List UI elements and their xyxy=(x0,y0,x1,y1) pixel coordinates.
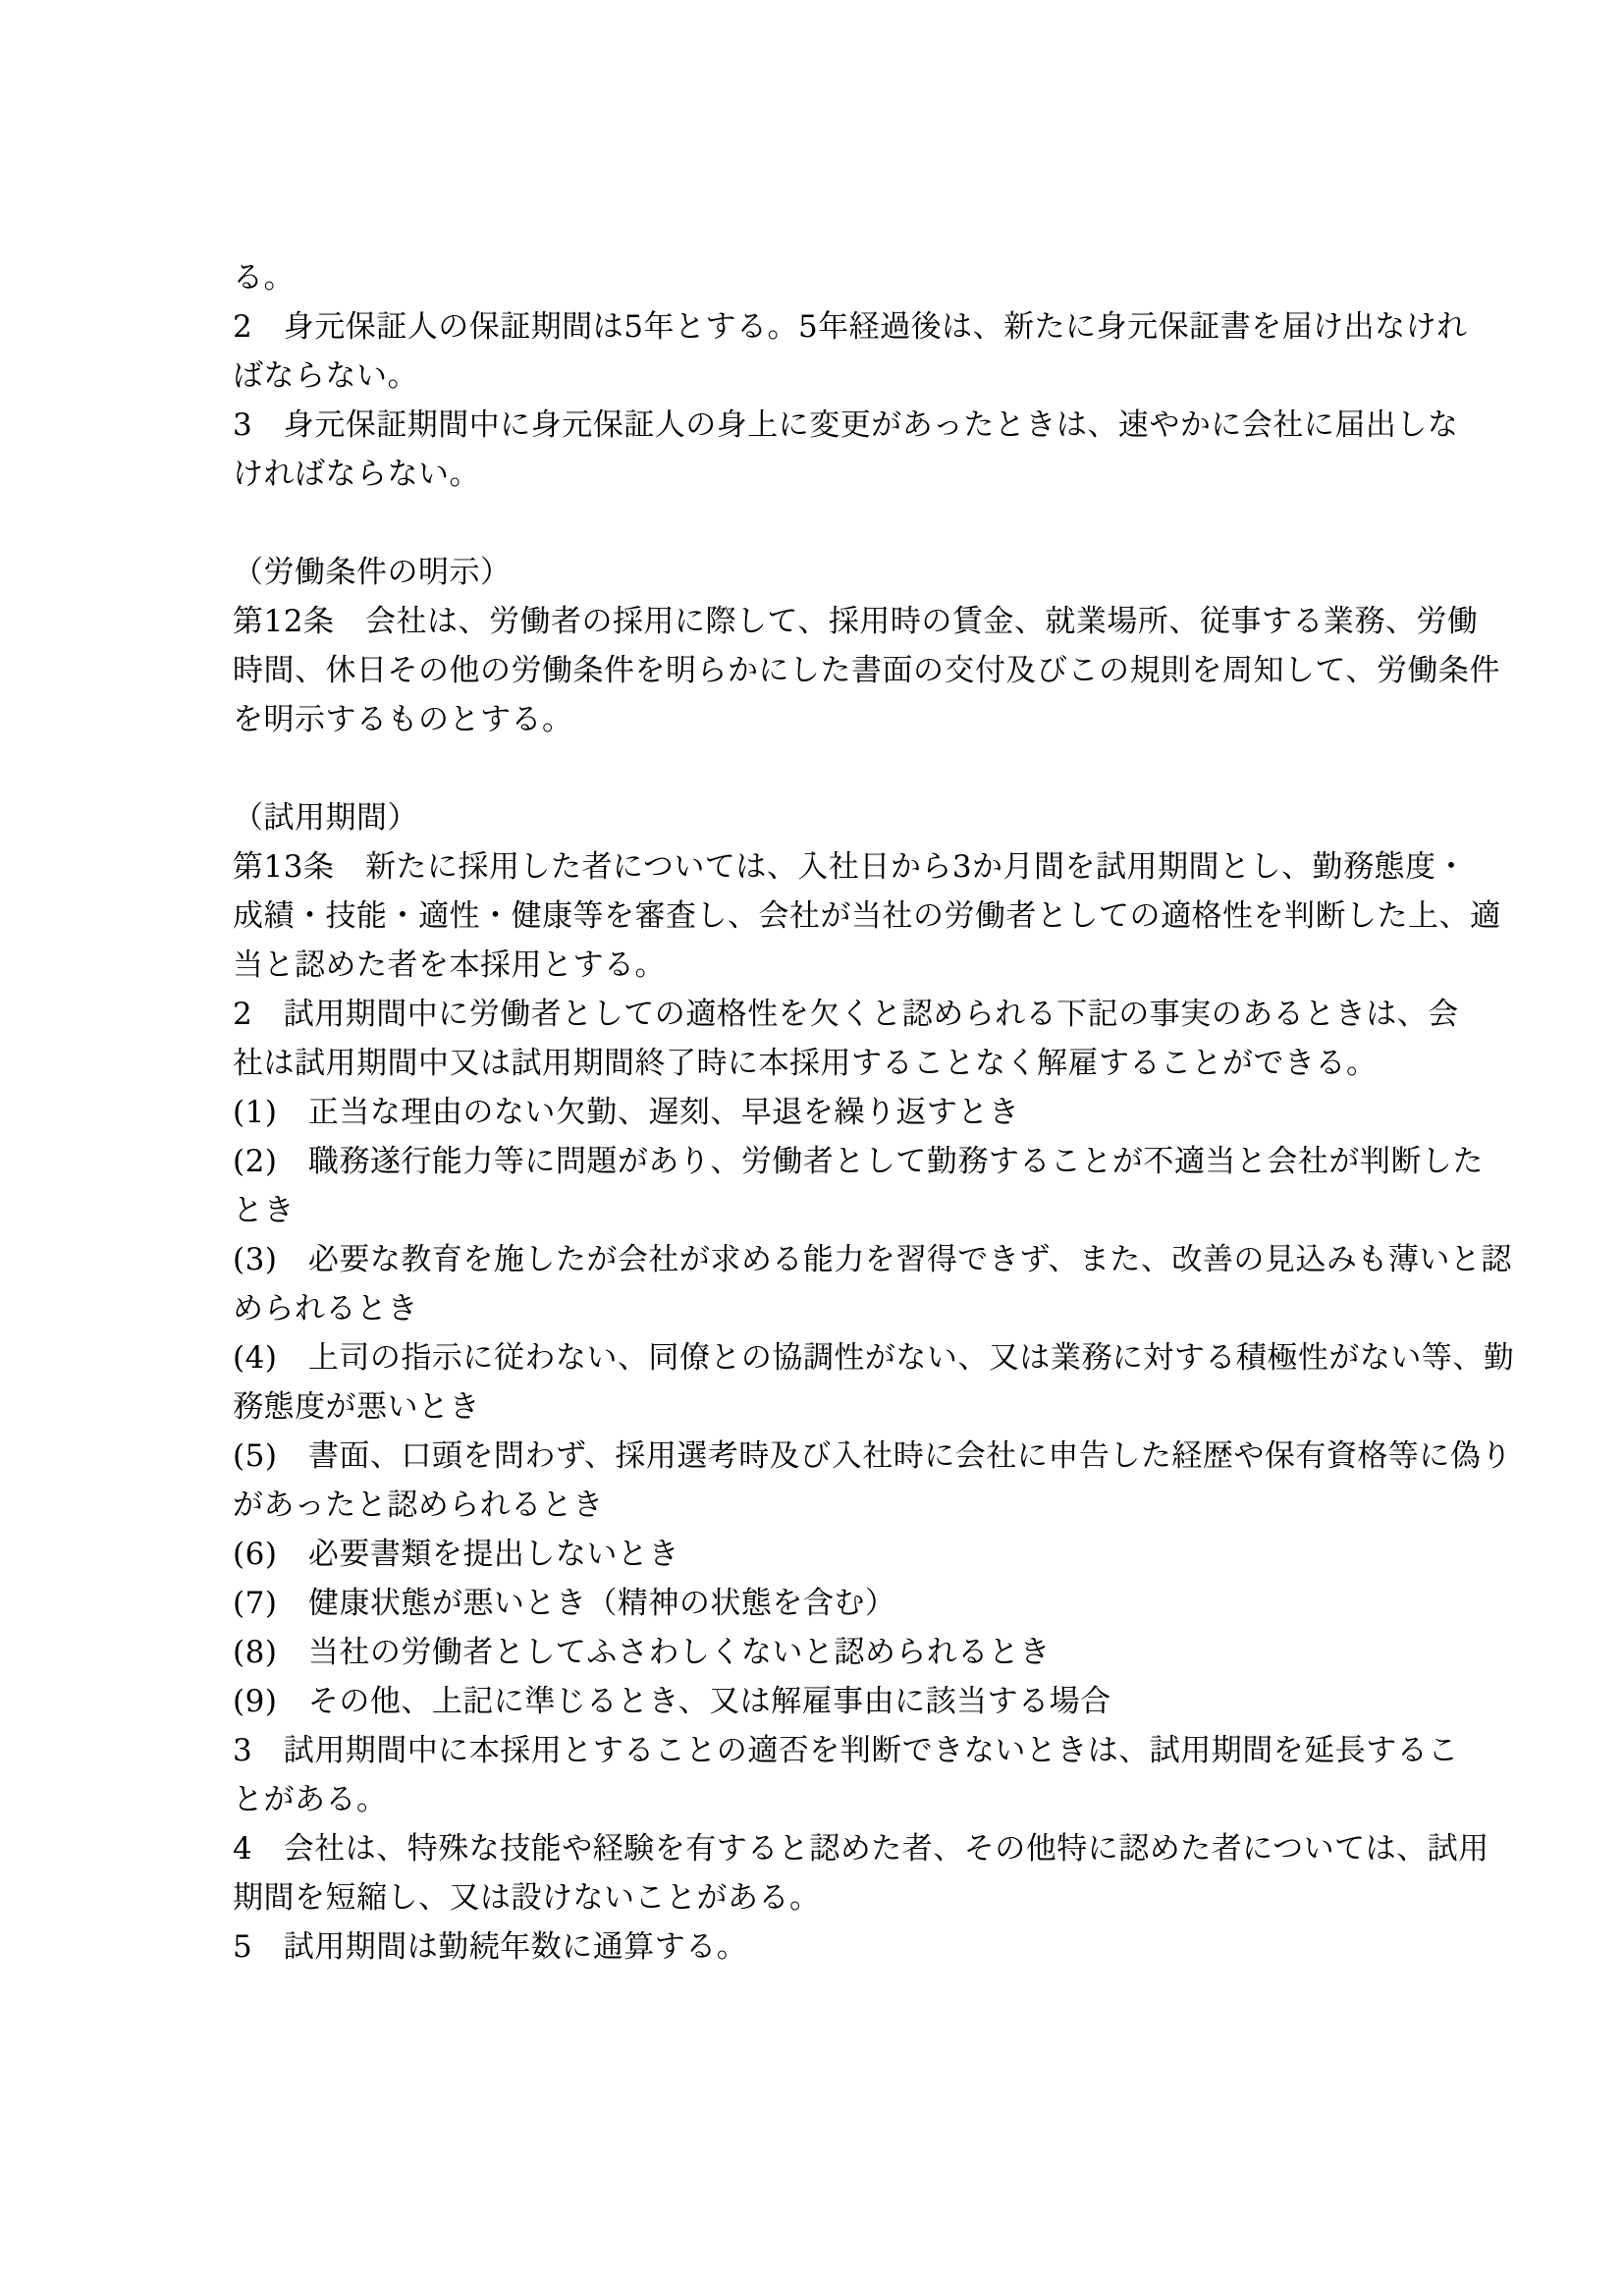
text-line: 当と認めた者を本採用とする。 xyxy=(233,947,666,983)
text-line: とがある。 xyxy=(233,1782,388,1817)
text-line: (8) 当社の労働者としてふさわしくないと認められるとき xyxy=(233,1635,1051,1670)
text-line: (2) 職務遂行能力等に問題があり、労働者として勤務することが不適当と会社が判断した xyxy=(233,1144,1484,1179)
text-line: 4 会社は、特殊な技能や経験を有すると認めた者、その他特に認めた者については、試用 xyxy=(233,1831,1489,1867)
text-line: められるとき xyxy=(233,1291,418,1326)
text-line: 務態度が悪いとき xyxy=(233,1389,480,1425)
text-line: (6) 必要書類を提出しないとき xyxy=(233,1537,679,1572)
text-line: (4) 上司の指示に従わない、同僚との協調性がない、又は業務に対する積極性がない等、勤 xyxy=(233,1340,1515,1376)
text-line: (1) 正当な理由のない欠勤、遅刻、早退を繰り返すとき xyxy=(233,1095,1020,1130)
section-guarantor-clauses xyxy=(233,253,1470,499)
text-line: 第13条 新たに採用した者については、入社日から3か月間を試用期間とし、勤務態度・ xyxy=(233,849,1468,885)
section-heading: （試用期間） xyxy=(233,800,418,836)
section-article-13-probation-period xyxy=(233,793,1515,1972)
text-line: 期間を短縮し、又は設けないことがある。 xyxy=(233,1880,821,1916)
section-article-12-working-conditions xyxy=(233,548,1500,744)
text-line: 3 身元保証期間中に身元保証人の身上に変更があったときは、速やかに会社に届出しな xyxy=(233,407,1459,443)
section-heading: （労働条件の明示） xyxy=(233,555,512,590)
text-line: 2 身元保証人の保証期間は5年とする。5年経過後は、新たに身元保証書を届け出なけれ xyxy=(233,309,1468,345)
text-line: ければならない。 xyxy=(233,457,480,492)
text-line: 第12条 会社は、労働者の採用に際して、採用時の賃金、就業場所、従事する業務、労働 xyxy=(233,604,1479,639)
text-line: (7) 健康状態が悪いとき（精神の状態を含む） xyxy=(233,1586,896,1621)
text-line: ばならない。 xyxy=(233,358,418,394)
text-line: 時間、休日その他の労働条件を明らかにした書面の交付及びこの規則を周知して、労働条件 xyxy=(233,653,1500,688)
text-line: 3 試用期間中に本採用とすることの適否を判断できないときは、試用期間を延長するこ xyxy=(233,1733,1459,1768)
text-line: 2 試用期間中に労働者としての適格性を欠くと認められる下記の事実のあるときは、会 xyxy=(233,997,1459,1032)
text-line: (3) 必要な教育を施したが会社が求める能力を習得できず、また、改善の見込みも薄いと認 xyxy=(233,1242,1512,1277)
text-line: を明示するものとする。 xyxy=(233,702,573,737)
text-line: 5 試用期間は勤続年数に通算する。 xyxy=(233,1929,748,1965)
text-line: 成績・技能・適性・健康等を審査し、会社が当社の労働者としての適格性を判断した上、適 xyxy=(233,898,1501,934)
text-line: (5) 書面、口頭を問わず、採用選考時及び入社時に会社に申告した経歴や保有資格等に偽り xyxy=(233,1438,1512,1474)
text-line: る。 xyxy=(233,260,295,296)
text-line: とき xyxy=(233,1193,295,1228)
document-text-block xyxy=(233,253,1515,1972)
text-line: 社は試用期間中又は試用期間終了時に本採用することなく解雇することができる。 xyxy=(233,1046,1378,1081)
text-line: (9) その他、上記に準じるとき、又は解雇事由に該当する場合 xyxy=(233,1684,1111,1719)
text-line: があったと認められるとき xyxy=(233,1488,604,1523)
